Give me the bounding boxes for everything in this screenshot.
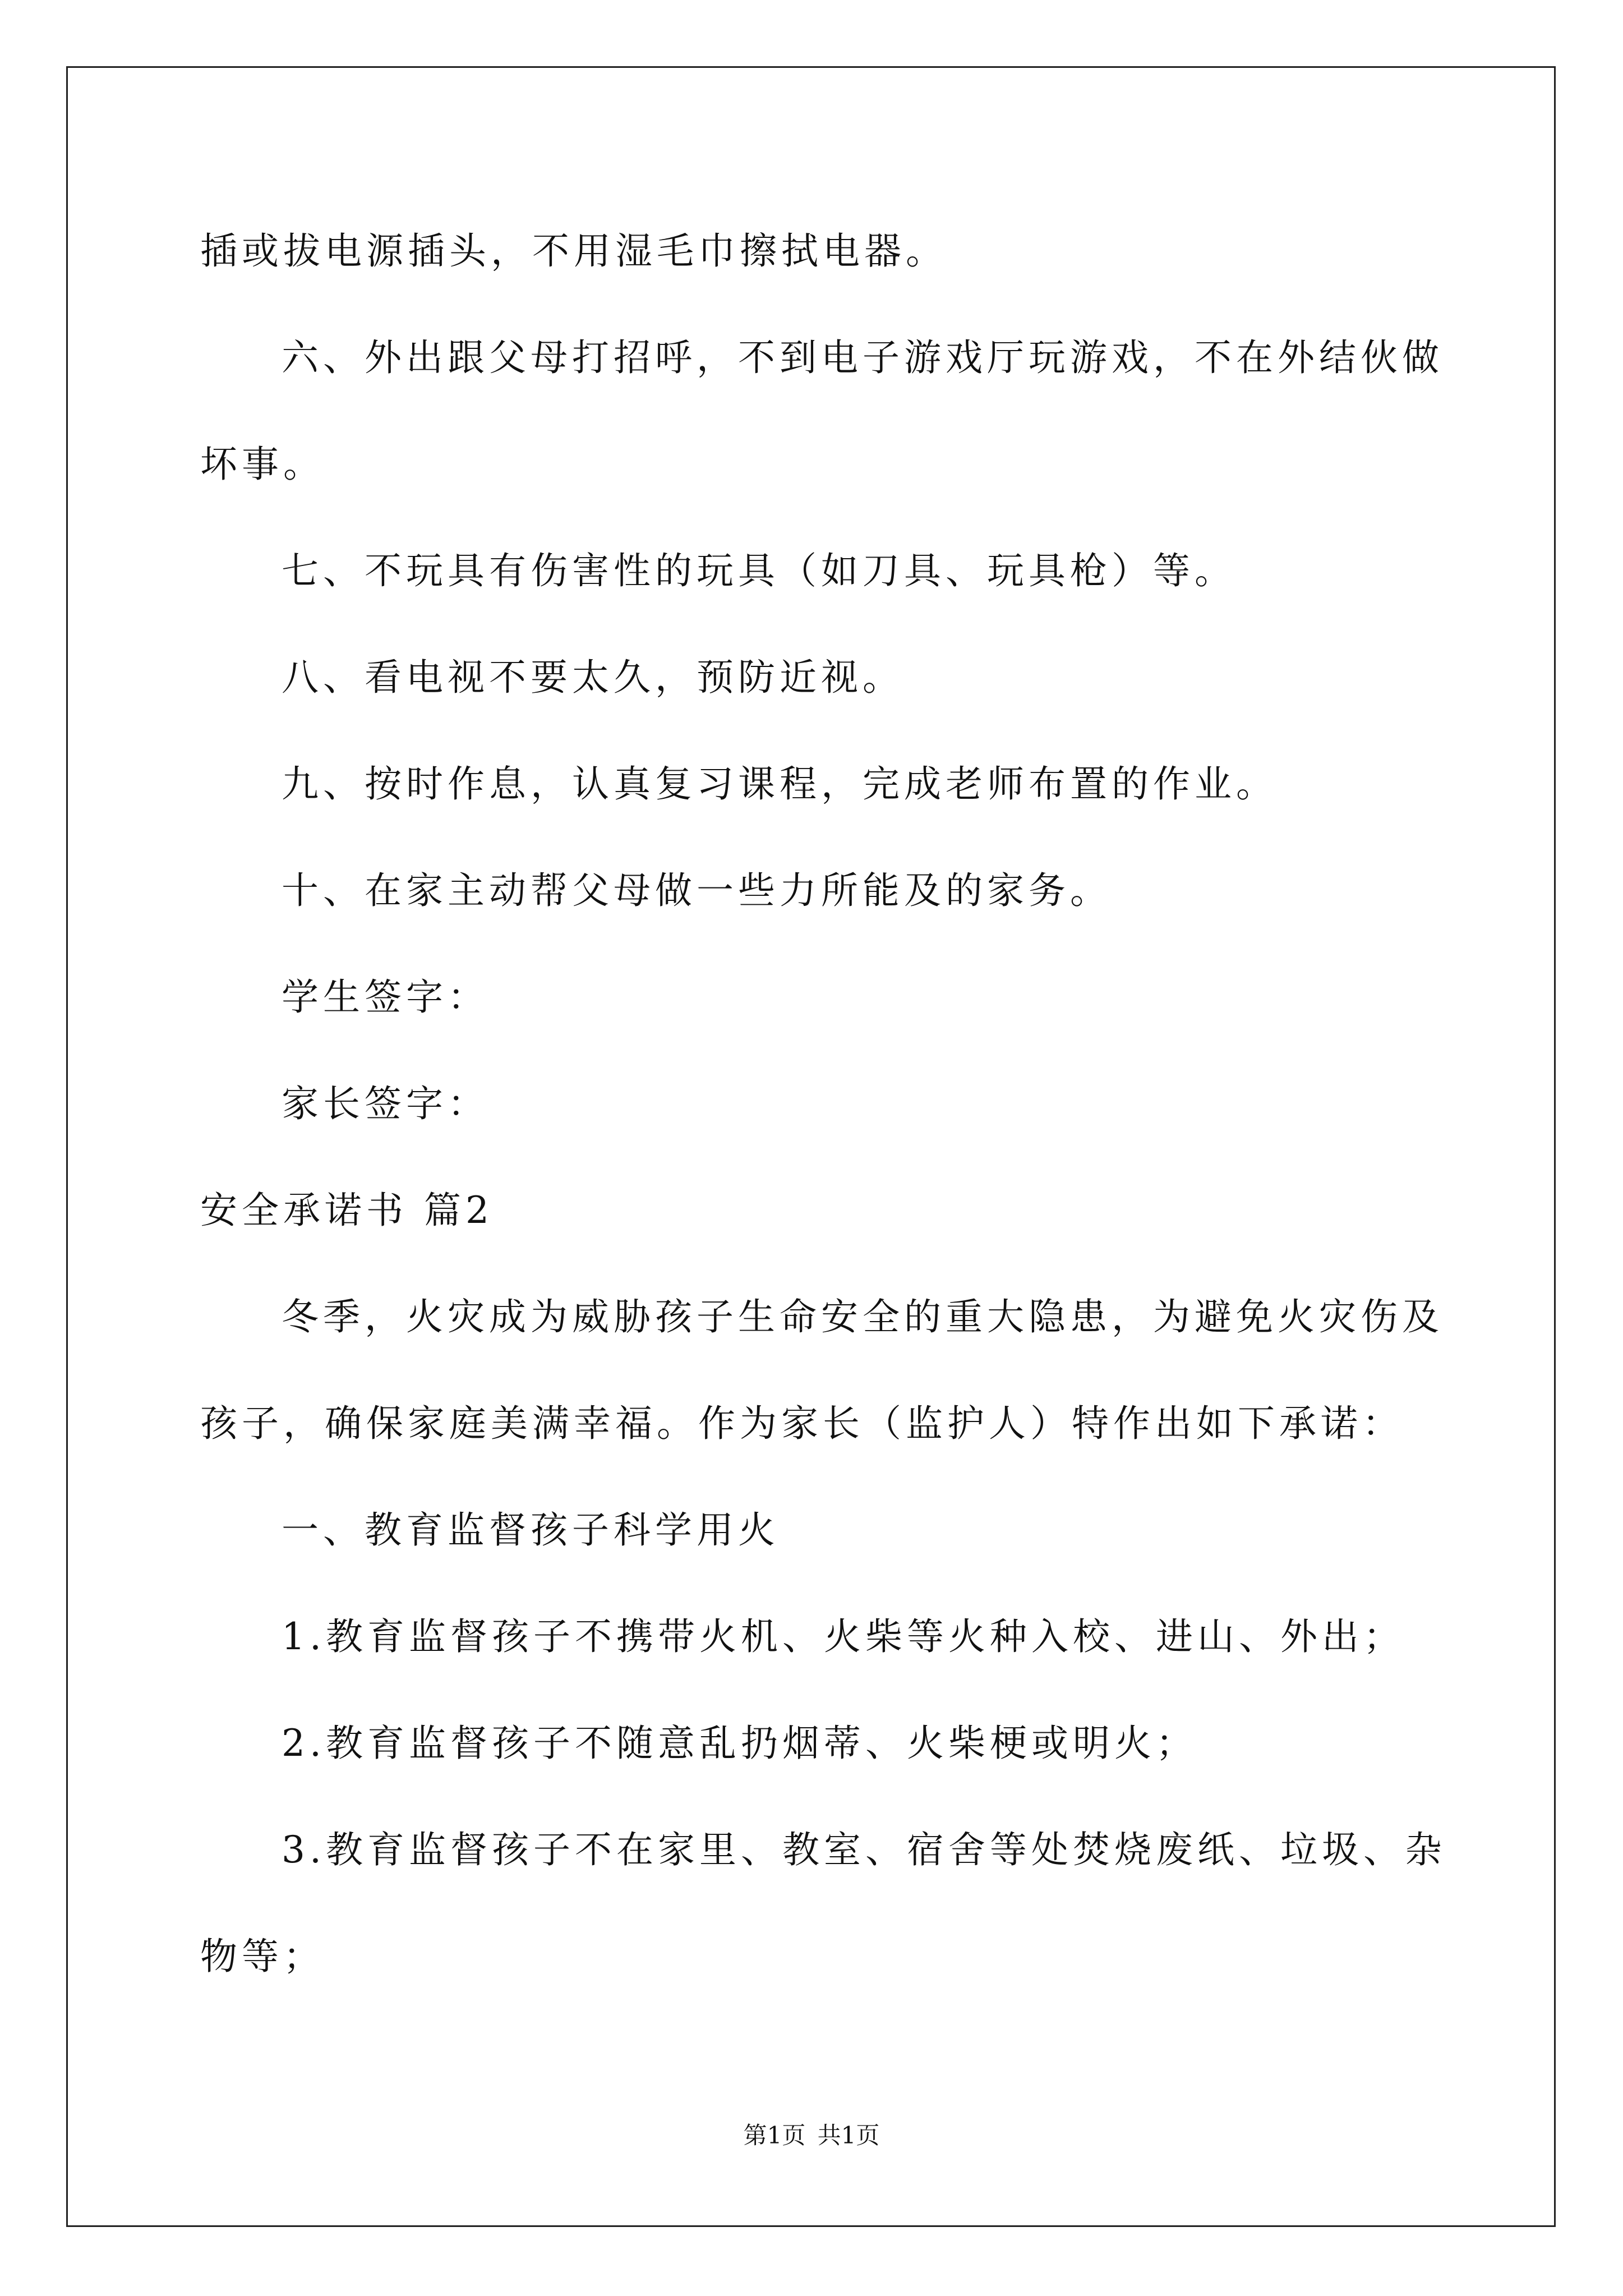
section-heading: 安全承诺书 篇2 [200, 1189, 494, 1232]
text-line-5: 八、看电视不要太久，预防近视。 [282, 656, 904, 699]
parent-signature-label: 家长签字： [282, 1082, 489, 1125]
text-line-2: 六、外出跟父母打招呼，不到电子游戏厅玩游戏，不在外结伙做 [282, 336, 1444, 379]
text-line-11: 冬季，火灾成为威胁孩子生命安全的重大隐患，为避免火灾伤及 [282, 1295, 1444, 1338]
text-line-14: 1.教育监督孩子不携带火机、火柴等火种入校、进山、外出； [282, 1615, 1405, 1658]
student-signature-label: 学生签字： [282, 976, 489, 1019]
text-line-7: 十、在家主动帮父母做一些力所能及的家务。 [282, 869, 1112, 912]
text-line-15: 2.教育监督孩子不随意乱扔烟蒂、火柴梗或明火； [282, 1722, 1197, 1765]
text-line-12: 孩子，确保家庭美满幸福。作为家长（监护人）特作出如下承诺： [200, 1402, 1404, 1445]
text-line-6: 九、按时作息，认真复习课程，完成老师布置的作业。 [282, 762, 1278, 806]
text-line-1: 插或拔电源插头，不用湿毛巾擦拭电器。 [200, 229, 947, 273]
text-line-13: 一、教育监督孩子科学用火 [282, 1508, 780, 1552]
page-footer: 第1页 共1页 [743, 2122, 880, 2149]
page-border [66, 66, 1556, 2227]
text-line-3: 坏事。 [200, 443, 325, 486]
text-line-16: 3.教育监督孩子不在家里、教室、宿舍等处焚烧废纸、垃圾、杂 [282, 1828, 1446, 1871]
text-line-4: 七、不玩具有伤害性的玩具（如刀具、玩具枪）等。 [282, 549, 1236, 592]
text-line-17: 物等； [200, 1935, 325, 1978]
